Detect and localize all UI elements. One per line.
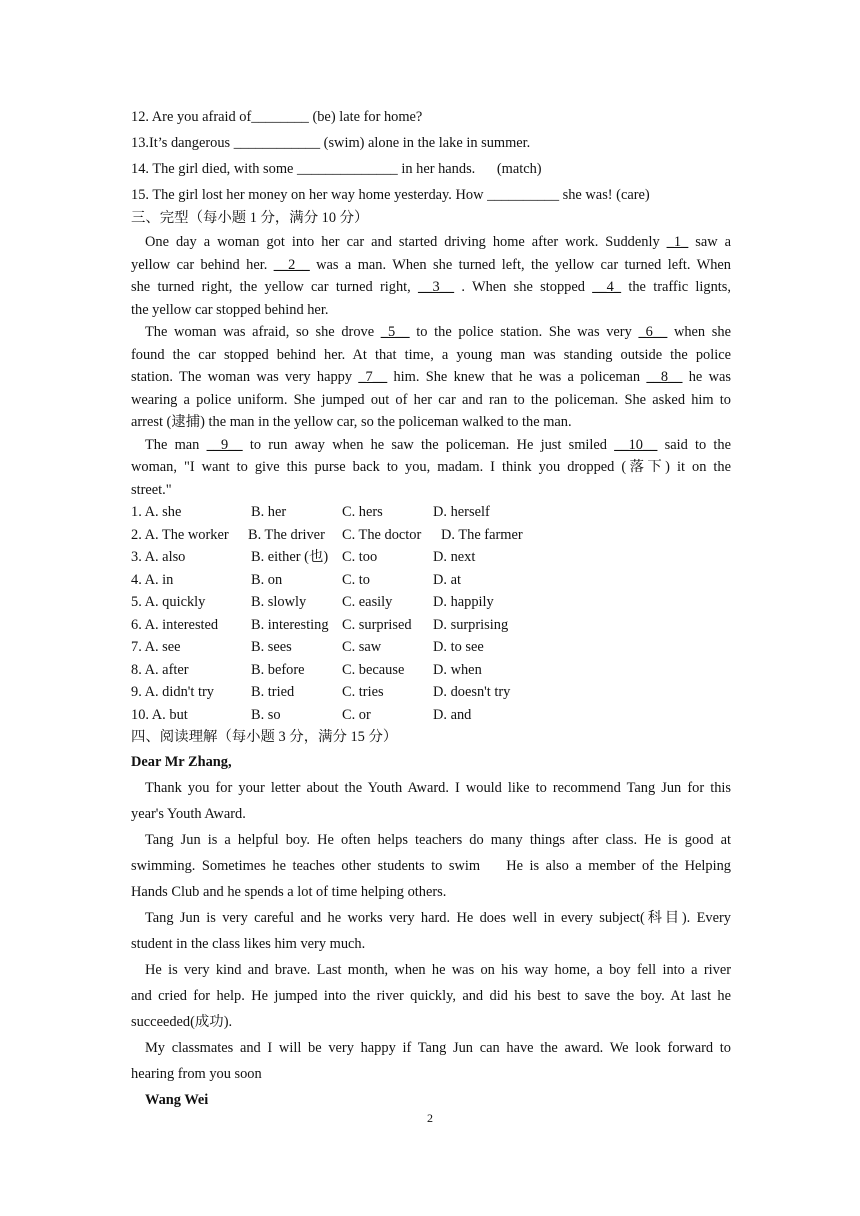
option-a: 8. A. after bbox=[131, 662, 189, 678]
letter-salutation: Dear Mr Zhang, bbox=[131, 754, 232, 770]
option-c: C. to bbox=[342, 572, 370, 588]
question-15: 15. The girl lost her money on her way home yesterday. How __________ she was! (care) bbox=[131, 187, 650, 203]
option-row bbox=[131, 660, 731, 680]
option-a: 4. A. in bbox=[131, 572, 174, 588]
option-c: C. too bbox=[342, 549, 378, 565]
option-a: 6. A. interested bbox=[131, 617, 219, 633]
letter-line: Tang Jun is a helpful boy. He often helps teachers do many things after class. He is good at bbox=[145, 832, 731, 848]
letter-line: succeeded(成功). bbox=[131, 1014, 233, 1030]
cloze-line: found the car stopped behind her. At that time, a young man was standing outside the police bbox=[131, 347, 731, 363]
option-b: B. tried bbox=[251, 684, 295, 700]
question-13: 13.It’s dangerous ____________ (swim) alone in the lake in summer. bbox=[131, 135, 531, 151]
option-b: B. on bbox=[251, 572, 283, 588]
option-a: 5. A. quickly bbox=[131, 594, 206, 610]
question-14: 14. The girl died, with some ______________ in her hands. (match) bbox=[131, 161, 542, 177]
option-c: C. tries bbox=[342, 684, 384, 700]
option-d: D. happily bbox=[433, 594, 494, 610]
option-row bbox=[131, 705, 731, 725]
option-d: D. when bbox=[433, 662, 482, 678]
blank-5: _5__ bbox=[380, 324, 410, 340]
blank-1: _1_ bbox=[666, 234, 689, 250]
blank-6: _6__ bbox=[638, 324, 668, 340]
option-a: 7. A. see bbox=[131, 639, 181, 655]
cloze-line: yellow car behind her. __2__ was a man. When she turned left, the yellow car turned left. When bbox=[131, 257, 731, 273]
section-4-heading: 四、阅读理解（每小题 3 分，满分 15 分） bbox=[131, 729, 398, 745]
cloze-line: One day a woman got into her car and started driving home after work. Suddenly _1_ saw a bbox=[145, 234, 731, 250]
option-d: D. surprising bbox=[433, 617, 509, 633]
option-row bbox=[131, 592, 731, 612]
cloze-line: she turned right, the yellow car turned right, __3__ . When she stopped __4_ the traffic lignts, bbox=[131, 279, 731, 295]
option-c: C. saw bbox=[342, 639, 382, 655]
option-row bbox=[131, 502, 731, 522]
option-b: B. interesting bbox=[251, 617, 329, 633]
blank-8: __8__ bbox=[646, 369, 683, 385]
option-b: B. before bbox=[251, 662, 305, 678]
option-a: 9. A. didn't try bbox=[131, 684, 214, 700]
cloze-line: street." bbox=[131, 482, 172, 498]
cloze-line: The man __9__ to run away when he saw the policeman. He just smiled __10__ said to the bbox=[145, 437, 731, 453]
cloze-line: wearing a police uniform. She jumped out of her car and ran to the policeman. She asked him to bbox=[131, 392, 731, 408]
option-a: 2. A. The worker bbox=[131, 527, 229, 543]
cloze-line: The woman was afraid, so she drove _5__ to the police station. She was very _6__ when she bbox=[145, 324, 731, 340]
option-row bbox=[131, 615, 731, 635]
option-a: 1. A. she bbox=[131, 504, 182, 520]
letter-line: year's Youth Award. bbox=[131, 806, 246, 822]
section-3-heading: 三、完型（每小题 1 分，满分 10 分） bbox=[131, 210, 369, 226]
letter-line: He is very kind and brave. Last month, when he was on his way home, a boy fell into a river bbox=[145, 962, 731, 978]
option-d: D. The farmer bbox=[441, 527, 523, 543]
question-12: 12. Are you afraid of________ (be) late for home? bbox=[131, 109, 423, 125]
option-d: D. doesn't try bbox=[433, 684, 511, 700]
option-b: B. either (也) bbox=[251, 549, 329, 565]
option-c: C. The doctor bbox=[342, 527, 422, 543]
blank-2: __2__ bbox=[273, 257, 310, 273]
option-row bbox=[131, 547, 731, 567]
option-b: B. sees bbox=[251, 639, 292, 655]
option-d: D. at bbox=[433, 572, 461, 588]
letter-line: and cried for help. He jumped into the river quickly, and did his best to save the boy. At last he bbox=[131, 988, 731, 1004]
option-b: B. her bbox=[251, 504, 287, 520]
option-c: C. because bbox=[342, 662, 405, 678]
option-d: D. next bbox=[433, 549, 476, 565]
option-c: C. surprised bbox=[342, 617, 412, 633]
cloze-line: station. The woman was very happy _7__ him. She knew that he was a policeman __8__ he was bbox=[131, 369, 731, 385]
option-row bbox=[131, 570, 731, 590]
option-b: B. slowly bbox=[251, 594, 307, 610]
option-row bbox=[131, 637, 731, 657]
option-b: B. The driver bbox=[248, 527, 325, 543]
letter-line: Hands Club and he spends a lot of time helping others. bbox=[131, 884, 447, 900]
cloze-line: the yellow car stopped behind her. bbox=[131, 302, 329, 318]
letter-line: student in the class likes him very much. bbox=[131, 936, 366, 952]
option-d: D. herself bbox=[433, 504, 490, 520]
option-row bbox=[131, 682, 731, 702]
letter-line: hearing from you soon bbox=[131, 1066, 262, 1082]
option-d: D. and bbox=[433, 707, 472, 723]
cloze-line: arrest (逮捕) the man in the yellow car, so the policeman walked to the man. bbox=[131, 414, 572, 430]
blank-9: __9__ bbox=[206, 437, 243, 453]
letter-line: Tang Jun is very careful and he works very hard. He does well in every subject(科目). Every bbox=[145, 910, 731, 926]
option-b: B. so bbox=[251, 707, 281, 723]
blank-7: _7__ bbox=[358, 369, 388, 385]
option-a: 3. A. also bbox=[131, 549, 186, 565]
option-d: D. to see bbox=[433, 639, 484, 655]
letter-signature: Wang Wei bbox=[145, 1092, 209, 1108]
option-c: C. hers bbox=[342, 504, 383, 520]
option-c: C. or bbox=[342, 707, 371, 723]
letter-line: My classmates and I will be very happy if Tang Jun can have the award. We look forward to bbox=[145, 1040, 731, 1056]
option-c: C. easily bbox=[342, 594, 393, 610]
option-row bbox=[131, 525, 731, 545]
letter-line: Thank you for your letter about the Youth Award. I would like to recommend Tang Jun for this bbox=[145, 780, 731, 796]
blank-4: __4_ bbox=[592, 279, 622, 295]
cloze-line: woman, "I want to give this purse back to you, madam. I think you dropped (落下) it on the bbox=[131, 459, 731, 475]
page-number: 2 bbox=[427, 1111, 433, 1125]
blank-10: __10__ bbox=[614, 437, 658, 453]
letter-line: swimming. Sometimes he teaches other students to swim He is also a member of the Helping bbox=[131, 858, 731, 874]
option-a: 10. A. but bbox=[131, 707, 188, 723]
blank-3: __3__ bbox=[418, 279, 455, 295]
